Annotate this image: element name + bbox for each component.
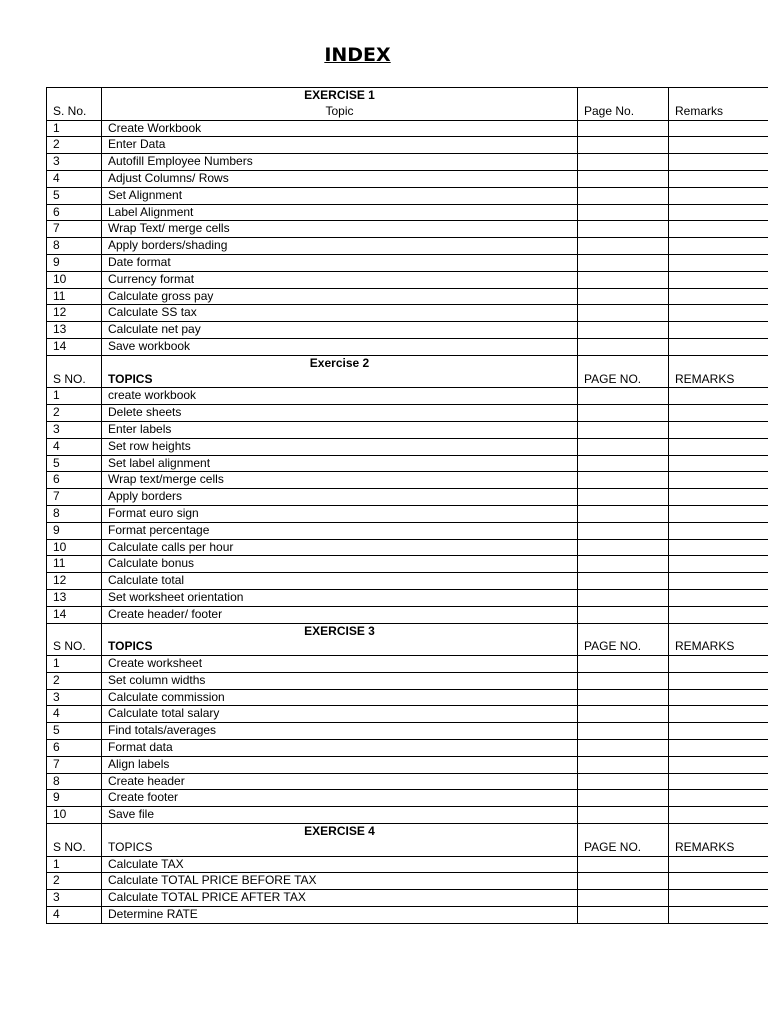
row-page-no (578, 740, 669, 757)
row-topic: Calculate TOTAL PRICE AFTER TAX (102, 890, 578, 907)
table-row (47, 120, 768, 137)
row-remarks (669, 539, 768, 556)
row-remarks (669, 204, 768, 221)
row-remarks (669, 723, 768, 740)
row-topic: Format percentage (102, 522, 578, 539)
row-number: 4 (47, 907, 102, 924)
sno-header: S. No. (47, 104, 102, 120)
row-number: 1 (47, 388, 102, 405)
row-page-no (578, 221, 669, 238)
row-topic: Wrap text/merge cells (102, 472, 578, 489)
exercise-title: EXERCISE 4 (102, 824, 578, 840)
row-remarks (669, 288, 768, 305)
row-page-no (578, 204, 669, 221)
row-topic: Format data (102, 740, 578, 757)
page-no-header: PAGE NO. (578, 639, 669, 655)
table-row (47, 238, 768, 255)
row-remarks (669, 472, 768, 489)
row-number: 11 (47, 288, 102, 305)
row-number: 13 (47, 589, 102, 606)
row-topic: Calculate calls per hour (102, 539, 578, 556)
row-remarks (669, 773, 768, 790)
row-number: 11 (47, 556, 102, 573)
table-row (47, 421, 768, 438)
row-page-no (578, 706, 669, 723)
table-row (47, 606, 768, 623)
row-topic: Save file (102, 807, 578, 824)
row-page-no (578, 672, 669, 689)
table-row (47, 254, 768, 271)
row-remarks (669, 254, 768, 271)
row-page-no (578, 238, 669, 255)
row-topic: Label Alignment (102, 204, 578, 221)
row-page-no (578, 573, 669, 590)
exercise-title-row (47, 88, 768, 104)
row-page-no (578, 907, 669, 924)
row-topic: Calculate bonus (102, 556, 578, 573)
row-number: 6 (47, 204, 102, 221)
table-row (47, 656, 768, 673)
row-remarks (669, 338, 768, 355)
row-topic: Apply borders/shading (102, 238, 578, 255)
row-number: 12 (47, 573, 102, 590)
remarks-header-blank (669, 88, 768, 104)
row-topic: Currency format (102, 271, 578, 288)
row-remarks (669, 154, 768, 171)
table-row (47, 505, 768, 522)
row-page-no (578, 405, 669, 422)
row-page-no (578, 120, 669, 137)
table-row (47, 573, 768, 590)
row-number: 9 (47, 522, 102, 539)
remarks-header-blank (669, 824, 768, 840)
row-remarks (669, 238, 768, 255)
row-number: 3 (47, 421, 102, 438)
row-topic: Apply borders (102, 489, 578, 506)
row-topic: Set column widths (102, 672, 578, 689)
remarks-header: REMARKS (669, 840, 768, 856)
row-topic: Determine RATE (102, 907, 578, 924)
row-remarks (669, 522, 768, 539)
row-page-no (578, 455, 669, 472)
row-page-no (578, 522, 669, 539)
row-page-no (578, 790, 669, 807)
exercise-title-row (47, 623, 768, 639)
table-row (47, 388, 768, 405)
sno-header: S NO. (47, 840, 102, 856)
row-topic: Create Workbook (102, 120, 578, 137)
row-number: 3 (47, 154, 102, 171)
topic-header: Topic (102, 104, 578, 120)
row-number: 4 (47, 170, 102, 187)
row-topic: Create footer (102, 790, 578, 807)
table-row (47, 438, 768, 455)
table-row (47, 170, 768, 187)
row-page-no (578, 489, 669, 506)
row-page-no (578, 271, 669, 288)
row-number: 10 (47, 271, 102, 288)
row-number: 3 (47, 890, 102, 907)
row-page-no (578, 338, 669, 355)
row-remarks (669, 807, 768, 824)
table-row (47, 907, 768, 924)
row-remarks (669, 489, 768, 506)
row-page-no (578, 890, 669, 907)
row-number: 14 (47, 606, 102, 623)
table-row (47, 221, 768, 238)
row-page-no (578, 589, 669, 606)
table-row (47, 706, 768, 723)
row-number: 2 (47, 873, 102, 890)
row-topic: Calculate commission (102, 689, 578, 706)
table-row (47, 790, 768, 807)
table-row (47, 856, 768, 873)
row-number: 9 (47, 254, 102, 271)
row-number: 5 (47, 187, 102, 204)
table-row (47, 154, 768, 171)
row-page-no (578, 656, 669, 673)
row-page-no (578, 556, 669, 573)
row-number: 10 (47, 807, 102, 824)
row-page-no (578, 305, 669, 322)
table-row (47, 338, 768, 355)
index-table-body (47, 88, 768, 924)
topic-header: TOPICS (102, 372, 578, 388)
column-header-row (47, 639, 768, 655)
row-remarks (669, 606, 768, 623)
row-remarks (669, 873, 768, 890)
table-row (47, 689, 768, 706)
row-topic: Align labels (102, 756, 578, 773)
row-number: 1 (47, 120, 102, 137)
row-topic: create workbook (102, 388, 578, 405)
row-topic: Create header (102, 773, 578, 790)
table-row (47, 773, 768, 790)
row-topic: Autofill Employee Numbers (102, 154, 578, 171)
row-number: 3 (47, 689, 102, 706)
table-row (47, 756, 768, 773)
row-number: 13 (47, 322, 102, 339)
page-no-header: PAGE NO. (578, 840, 669, 856)
row-number: 2 (47, 137, 102, 154)
table-row (47, 204, 768, 221)
row-number: 6 (47, 740, 102, 757)
row-topic: Adjust Columns/ Rows (102, 170, 578, 187)
remarks-header-blank (669, 623, 768, 639)
row-remarks (669, 120, 768, 137)
row-topic: Set Alignment (102, 187, 578, 204)
table-row (47, 723, 768, 740)
row-number: 1 (47, 856, 102, 873)
row-number: 2 (47, 672, 102, 689)
row-number: 8 (47, 505, 102, 522)
row-remarks (669, 907, 768, 924)
row-number: 9 (47, 790, 102, 807)
row-topic: Create header/ footer (102, 606, 578, 623)
table-row (47, 137, 768, 154)
row-topic: Calculate total (102, 573, 578, 590)
row-remarks (669, 706, 768, 723)
sno-header: S NO. (47, 372, 102, 388)
table-row (47, 489, 768, 506)
row-number: 7 (47, 221, 102, 238)
remarks-header-blank (669, 355, 768, 371)
sno-header: S NO. (47, 639, 102, 655)
table-row (47, 322, 768, 339)
row-page-no (578, 322, 669, 339)
remarks-header: REMARKS (669, 372, 768, 388)
row-topic: Set row heights (102, 438, 578, 455)
row-remarks (669, 438, 768, 455)
sno-header-blank (47, 88, 102, 104)
row-page-no (578, 723, 669, 740)
row-remarks (669, 505, 768, 522)
sno-header-blank (47, 355, 102, 371)
row-remarks (669, 405, 768, 422)
row-remarks (669, 573, 768, 590)
row-page-no (578, 187, 669, 204)
table-row (47, 305, 768, 322)
exercise-title: EXERCISE 1 (102, 88, 578, 104)
table-row (47, 455, 768, 472)
row-topic: Create worksheet (102, 656, 578, 673)
row-remarks (669, 305, 768, 322)
row-remarks (669, 137, 768, 154)
page-header-blank (578, 824, 669, 840)
table-row (47, 589, 768, 606)
row-topic: Calculate TAX (102, 856, 578, 873)
row-remarks (669, 556, 768, 573)
row-number: 2 (47, 405, 102, 422)
row-remarks (669, 890, 768, 907)
exercise-title-row (47, 355, 768, 371)
row-topic: Format euro sign (102, 505, 578, 522)
row-topic: Enter Data (102, 137, 578, 154)
row-topic: Calculate net pay (102, 322, 578, 339)
exercise-title: EXERCISE 3 (102, 623, 578, 639)
topic-header: TOPICS (102, 840, 578, 856)
table-row (47, 472, 768, 489)
row-topic: Calculate gross pay (102, 288, 578, 305)
row-page-no (578, 505, 669, 522)
row-number: 6 (47, 472, 102, 489)
table-row (47, 288, 768, 305)
sno-header-blank (47, 824, 102, 840)
row-topic: Wrap Text/ merge cells (102, 221, 578, 238)
page-no-header: PAGE NO. (578, 372, 669, 388)
row-remarks (669, 170, 768, 187)
row-remarks (669, 740, 768, 757)
table-row (47, 890, 768, 907)
remarks-header: REMARKS (669, 639, 768, 655)
topic-header: TOPICS (102, 639, 578, 655)
row-remarks (669, 388, 768, 405)
page-header-blank (578, 355, 669, 371)
row-remarks (669, 455, 768, 472)
table-row (47, 271, 768, 288)
index-table (46, 87, 768, 924)
row-page-no (578, 756, 669, 773)
table-row (47, 539, 768, 556)
exercise-title-row (47, 824, 768, 840)
row-number: 8 (47, 773, 102, 790)
row-topic: Calculate TOTAL PRICE BEFORE TAX (102, 873, 578, 890)
row-number: 1 (47, 656, 102, 673)
row-page-no (578, 137, 669, 154)
page-header-blank (578, 88, 669, 104)
row-page-no (578, 539, 669, 556)
row-page-no (578, 154, 669, 171)
row-number: 5 (47, 723, 102, 740)
row-topic: Set worksheet orientation (102, 589, 578, 606)
table-row (47, 807, 768, 824)
row-remarks (669, 756, 768, 773)
row-number: 14 (47, 338, 102, 355)
row-topic: Calculate total salary (102, 706, 578, 723)
row-number: 7 (47, 756, 102, 773)
table-row (47, 873, 768, 890)
row-topic: Enter labels (102, 421, 578, 438)
column-header-row (47, 840, 768, 856)
page-title: INDEX (324, 44, 391, 66)
row-remarks (669, 856, 768, 873)
table-row (47, 740, 768, 757)
row-number: 10 (47, 539, 102, 556)
row-remarks (669, 271, 768, 288)
sno-header-blank (47, 623, 102, 639)
row-number: 4 (47, 706, 102, 723)
row-page-no (578, 606, 669, 623)
row-number: 7 (47, 489, 102, 506)
row-remarks (669, 672, 768, 689)
table-row (47, 556, 768, 573)
row-remarks (669, 187, 768, 204)
row-number: 8 (47, 238, 102, 255)
row-page-no (578, 689, 669, 706)
exercise-title: Exercise 2 (102, 355, 578, 371)
row-page-no (578, 254, 669, 271)
row-topic: Date format (102, 254, 578, 271)
row-topic: Delete sheets (102, 405, 578, 422)
row-remarks (669, 589, 768, 606)
row-topic: Save workbook (102, 338, 578, 355)
row-page-no (578, 807, 669, 824)
table-row (47, 522, 768, 539)
row-remarks (669, 421, 768, 438)
row-remarks (669, 221, 768, 238)
row-page-no (578, 170, 669, 187)
table-row (47, 672, 768, 689)
row-remarks (669, 322, 768, 339)
column-header-row (47, 104, 768, 120)
remarks-header: Remarks (669, 104, 768, 120)
page-no-header: Page No. (578, 104, 669, 120)
page-header-blank (578, 623, 669, 639)
row-remarks (669, 689, 768, 706)
row-page-no (578, 873, 669, 890)
row-number: 4 (47, 438, 102, 455)
table-row (47, 405, 768, 422)
row-page-no (578, 388, 669, 405)
row-page-no (578, 288, 669, 305)
row-remarks (669, 656, 768, 673)
table-row (47, 187, 768, 204)
row-page-no (578, 421, 669, 438)
column-header-row (47, 372, 768, 388)
row-topic: Find totals/averages (102, 723, 578, 740)
row-page-no (578, 856, 669, 873)
row-remarks (669, 790, 768, 807)
row-page-no (578, 472, 669, 489)
row-number: 5 (47, 455, 102, 472)
row-topic: Set label alignment (102, 455, 578, 472)
row-page-no (578, 438, 669, 455)
row-topic: Calculate SS tax (102, 305, 578, 322)
row-number: 12 (47, 305, 102, 322)
row-page-no (578, 773, 669, 790)
